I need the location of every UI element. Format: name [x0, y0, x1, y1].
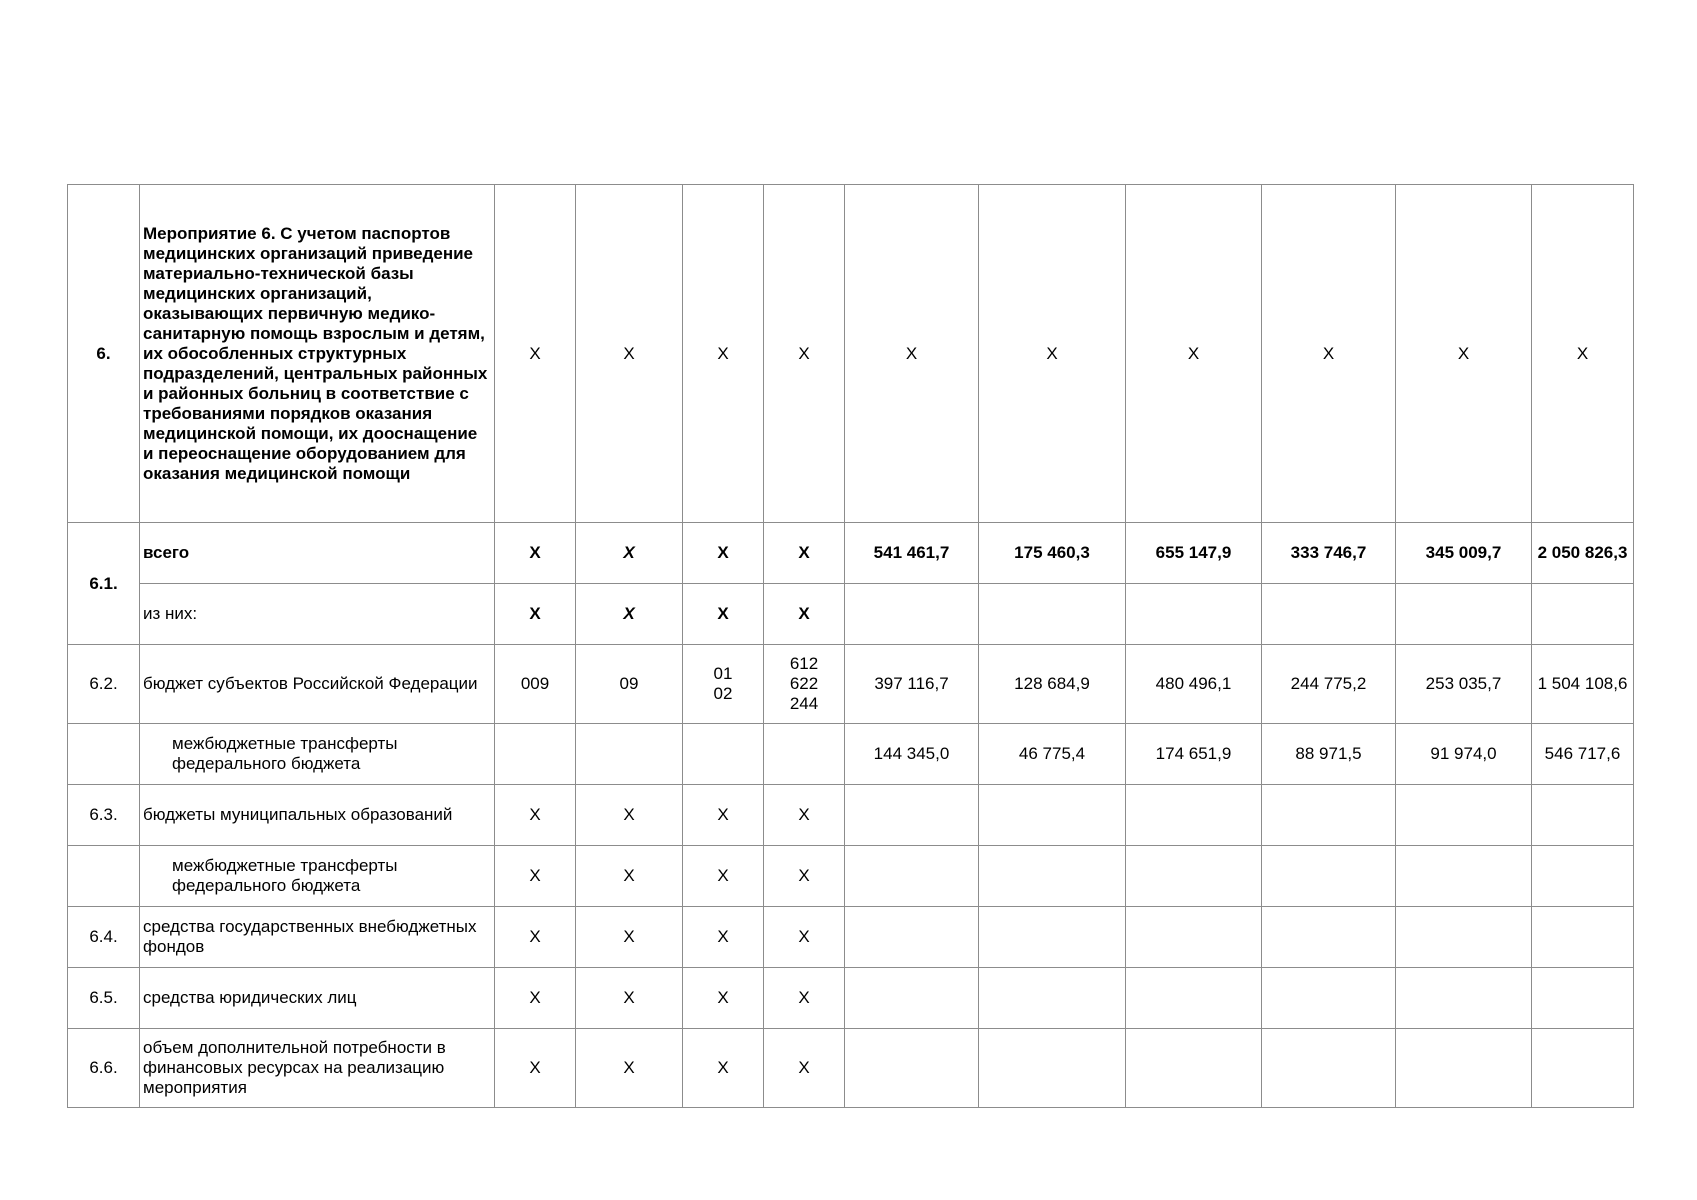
value-cell [979, 785, 1126, 846]
code-cell: X [576, 785, 683, 846]
row-number: 6. [68, 185, 140, 523]
code-cell: X [576, 523, 683, 584]
code-cell: X [683, 785, 764, 846]
budget-table [67, 184, 1634, 1108]
row-number: 6.3. [68, 785, 140, 846]
code-cell: X [683, 846, 764, 907]
code-cell: X [764, 785, 845, 846]
table-row-6-6 [68, 1029, 1634, 1108]
value-cell [845, 1029, 979, 1108]
value-cell [1532, 785, 1634, 846]
code-cell [576, 724, 683, 785]
value-cell: 333 746,7 [1262, 523, 1396, 584]
code-cell [683, 724, 764, 785]
value-cell [1396, 968, 1532, 1029]
code-cell: X [495, 523, 576, 584]
row-description: всего [140, 523, 495, 584]
value-cell [1262, 968, 1396, 1029]
value-cell: 244 775,2 [1262, 645, 1396, 724]
code-cell: X [576, 907, 683, 968]
value-cell: 1 504 108,6 [1532, 645, 1634, 724]
code-cell [495, 724, 576, 785]
value-cell [1126, 1029, 1262, 1108]
table-row-6-3 [68, 785, 1634, 846]
value-cell [1396, 1029, 1532, 1108]
value-cell [1532, 907, 1634, 968]
code-cell: X [683, 1029, 764, 1108]
value-cell [979, 584, 1126, 645]
row-number: 6.6. [68, 1029, 140, 1108]
code-cell: X [683, 968, 764, 1029]
code-cell: X [683, 523, 764, 584]
value-cell: 546 717,6 [1532, 724, 1634, 785]
row-description: средства юридических лиц [140, 968, 495, 1029]
value-cell [845, 907, 979, 968]
cell: X [1126, 185, 1262, 523]
value-cell: 46 775,4 [979, 724, 1126, 785]
code-cell: X [764, 846, 845, 907]
value-cell [845, 584, 979, 645]
table-row-6-1-of-which [68, 584, 1634, 645]
code-cell: X [495, 846, 576, 907]
cell: X [1396, 185, 1532, 523]
value-cell: 175 460,3 [979, 523, 1126, 584]
value-cell: 144 345,0 [845, 724, 979, 785]
value-cell: 397 116,7 [845, 645, 979, 724]
value-cell: 655 147,9 [1126, 523, 1262, 584]
value-cell [1262, 1029, 1396, 1108]
value-cell: 480 496,1 [1126, 645, 1262, 724]
value-cell [979, 1029, 1126, 1108]
code-cell: X [495, 785, 576, 846]
code-cell: X [764, 907, 845, 968]
value-cell [1262, 584, 1396, 645]
row-number [68, 846, 140, 907]
row-description: Мероприятие 6. С учетом паспортов медицинских организаций приведение материально-технической базы медицинских организаций, оказывающих первичную медико-санитарную помощь взрослым и детям, их обособленных структурных подразделений, центральных районных и районных больниц в соответствие с требованиями порядков оказания медицинской помощи, их дооснащение и переоснащение оборудованием для оказания медицинской помощи [140, 185, 495, 523]
cell: X [979, 185, 1126, 523]
cell: X [1262, 185, 1396, 523]
code-cell: X [683, 907, 764, 968]
table-row-6-3-transfers [68, 846, 1634, 907]
table-row-6-4 [68, 907, 1634, 968]
value-cell: 174 651,9 [1126, 724, 1262, 785]
value-cell [845, 785, 979, 846]
value-cell: 128 684,9 [979, 645, 1126, 724]
code-cell: 009 [495, 645, 576, 724]
cell: X [764, 185, 845, 523]
code-cell: X [576, 1029, 683, 1108]
code-cell: X [576, 968, 683, 1029]
code-cell: X [576, 584, 683, 645]
code-cell: X [764, 523, 845, 584]
row-number: 6.4. [68, 907, 140, 968]
value-cell: 88 971,5 [1262, 724, 1396, 785]
value-cell [1532, 968, 1634, 1029]
code-cell: X [495, 584, 576, 645]
cell: X [576, 185, 683, 523]
value-cell: 345 009,7 [1396, 523, 1532, 584]
value-cell [1262, 846, 1396, 907]
value-cell: 91 974,0 [1396, 724, 1532, 785]
value-cell [1126, 584, 1262, 645]
value-cell [1126, 785, 1262, 846]
code-cell [764, 724, 845, 785]
row-number: 6.5. [68, 968, 140, 1029]
row-number: 6.1. [68, 523, 140, 645]
value-cell [1396, 846, 1532, 907]
row-description: бюджеты муниципальных образований [140, 785, 495, 846]
cell: X [495, 185, 576, 523]
value-cell [979, 846, 1126, 907]
code-cell: X [764, 584, 845, 645]
value-cell: 541 461,7 [845, 523, 979, 584]
row-number [68, 724, 140, 785]
code-cell: 09 [576, 645, 683, 724]
row-description: межбюджетные трансферты федерального бюджета [140, 724, 495, 785]
code-cell: X [764, 1029, 845, 1108]
code-cell: X [683, 584, 764, 645]
value-cell [1532, 584, 1634, 645]
row-description: средства государственных внебюджетных фондов [140, 907, 495, 968]
cell: X [683, 185, 764, 523]
value-cell: 2 050 826,3 [1532, 523, 1634, 584]
code-cell: X [495, 907, 576, 968]
value-cell [1396, 907, 1532, 968]
row-description: бюджет субъектов Российской Федерации [140, 645, 495, 724]
table-row-6-2-transfers [68, 724, 1634, 785]
cell: X [1532, 185, 1634, 523]
row-description: межбюджетные трансферты федерального бюджета [140, 846, 495, 907]
table-row-6 [68, 185, 1634, 523]
value-cell [1126, 968, 1262, 1029]
value-cell [845, 968, 979, 1029]
cell: X [845, 185, 979, 523]
code-cell: X [495, 1029, 576, 1108]
value-cell [1396, 584, 1532, 645]
row-description: объем дополнительной потребности в финансовых ресурсах на реализацию мероприятия [140, 1029, 495, 1108]
value-cell [1262, 785, 1396, 846]
table-row-6-5 [68, 968, 1634, 1029]
value-cell [979, 968, 1126, 1029]
value-cell [1532, 846, 1634, 907]
value-cell [1262, 907, 1396, 968]
row-description: из них: [140, 584, 495, 645]
row-number: 6.2. [68, 645, 140, 724]
code-cell: 612 622 244 [764, 645, 845, 724]
code-cell: 01 02 [683, 645, 764, 724]
value-cell [1396, 785, 1532, 846]
value-cell: 253 035,7 [1396, 645, 1532, 724]
table-row-6-1-total [68, 523, 1634, 584]
value-cell [1532, 1029, 1634, 1108]
value-cell [979, 907, 1126, 968]
code-cell: X [495, 968, 576, 1029]
code-cell: X [576, 846, 683, 907]
table-row-6-2 [68, 645, 1634, 724]
code-cell: X [764, 968, 845, 1029]
value-cell [1126, 907, 1262, 968]
value-cell [845, 846, 979, 907]
value-cell [1126, 846, 1262, 907]
